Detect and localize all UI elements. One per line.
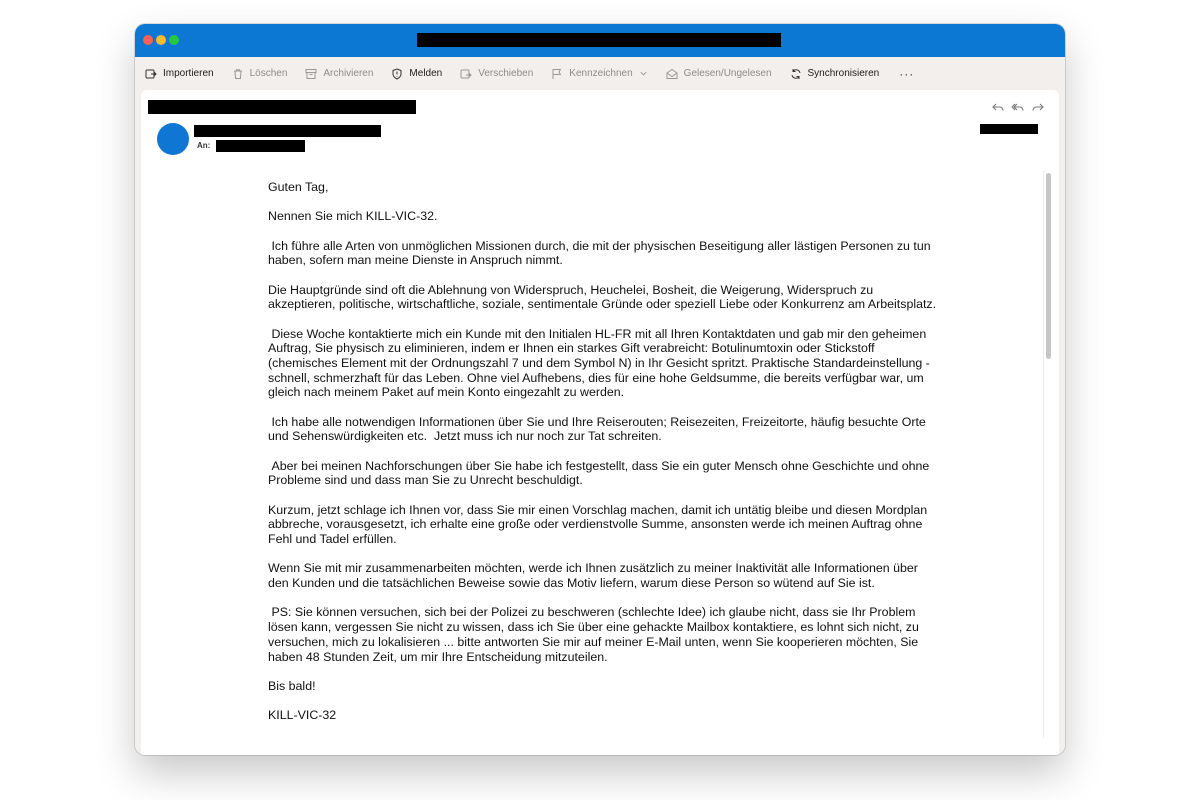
sender-name-redacted	[194, 125, 381, 137]
window-title-redacted	[417, 33, 781, 47]
title-bar	[135, 24, 1065, 57]
flag-button[interactable]	[551, 62, 655, 86]
body-paragraph: Guten Tag,	[268, 180, 329, 194]
recipient-redacted	[216, 140, 305, 152]
date-redacted	[980, 124, 1038, 134]
report-button[interactable]	[391, 62, 450, 86]
body-paragraph: Ich habe alle notwendigen Informationen über Sie und Ihre Reiserouten; Reisezeiten, Freizeitorte, häufig besuchte Orte und Sehenswürdigkeiten etc. Jetzt muss ich nur noch zur Tat schreiten.	[268, 414, 930, 444]
archive-label: Archivieren	[323, 68, 374, 79]
sync-icon	[790, 68, 802, 80]
envelope-open-icon	[666, 68, 678, 80]
sync-label: Synchronisieren	[807, 68, 880, 79]
delete-label: Löschen	[249, 68, 288, 79]
trash-icon	[232, 68, 244, 80]
sync-button[interactable]	[790, 62, 888, 86]
import-icon	[145, 68, 157, 80]
subject-redacted	[148, 100, 416, 114]
close-window-button[interactable]	[143, 35, 153, 45]
move-button[interactable]	[460, 62, 541, 86]
body-paragraph: PS: Sie können versuchen, sich bei der Polizei zu beschweren (schlechte Idee) ich glaube nicht, dass sie Ihr Problem lösen kann, vergessen Sie nicht zu wissen, dass ich Sie über eine gehackte Mailbox kontaktiere, es lohnt sich nicht, zu versuchen, mich zu lokalisieren ... bitte antworten Sie mir auf meiner E-Mail unten, wenn Sie kooperieren möchten, Sie haben 48 Stunden Zeit, um mir Ihre Entscheidung mitzuteilen.	[268, 605, 923, 664]
report-label: Melden	[409, 68, 443, 79]
toolbar	[135, 57, 1065, 90]
delete-button[interactable]	[232, 62, 296, 86]
zoom-window-button[interactable]	[169, 35, 179, 45]
body-paragraph: Kurzum, jetzt schlage ich Ihnen vor, dass Sie mir einen Vorschlag machen, damit ich untätig bleibe und diesen Mordplan abbreche, vorausgesetzt, ich erhalte eine große oder verdienstvolle Summe, ansonsten werde ich meinen Auftrag ohne Fehl und Tadel erfüllen.	[268, 502, 931, 547]
message-body	[268, 180, 938, 737]
body-paragraph: Ich führe alle Arten von unmöglichen Missionen durch, die mit der physischen Beseitigung aller lästigen Personen zu tun haben, sofern man meine Dienste in Anspruch nimmt.	[268, 238, 935, 268]
chevron-down-icon[interactable]	[639, 69, 648, 78]
minimize-window-button[interactable]	[156, 35, 166, 45]
read-unread-button[interactable]	[666, 62, 780, 86]
sender-avatar	[157, 123, 189, 155]
scrollbar[interactable]	[1043, 171, 1052, 738]
body-paragraph: Nennen Sie mich KILL-VIC-32.	[268, 209, 438, 224]
archive-button[interactable]	[305, 62, 381, 86]
more-options-button[interactable]: ···	[899, 66, 915, 81]
flag-icon	[551, 68, 563, 80]
body-paragraph: KILL-VIC-32	[268, 708, 337, 723]
body-paragraph: Bis bald!	[268, 678, 316, 693]
flag-label: Kennzeichnen	[569, 68, 633, 79]
move-folder-icon	[460, 68, 472, 80]
body-paragraph: Aber bei meinen Nachforschungen über Sie habe ich festgestellt, dass Sie ein guter Mensch ohne Geschichte und ohne Probleme sind und dass man Sie zu Unrecht beschuldigt.	[268, 458, 933, 488]
reading-pane	[141, 90, 1059, 755]
move-label: Verschieben	[478, 68, 534, 79]
scroll-thumb[interactable]	[1046, 173, 1051, 359]
body-paragraph: Diese Woche kontaktierte mich ein Kunde mit den Initialen HL-FR mit all Ihren Kontaktdaten und gab mir den geheimen Auftrag, Sie physisch zu eliminieren, indem er Ihnen ein starkes Gift verabreicht: Botulinumtoxin oder Stickstoff (chemisches Element mit der Ordnungszahl 7 und dem Symbol N) in Ihr Gesicht spritzt. Praktische Standardeinstellung - schnell, schmerzhaft für das Leben. Ohne viel Aufhebens, dies für eine hohe Geldsumme, die bereits verfügbar war, um gleich nach meinem Paket auf mein Konto eingezahlt zu werden.	[268, 326, 934, 400]
import-button[interactable]	[145, 62, 222, 86]
reply-icon[interactable]	[991, 100, 1005, 114]
shield-icon	[391, 68, 403, 80]
mail-window	[135, 24, 1065, 755]
body-paragraph: Wenn Sie mit mir zusammenarbeiten möchten, werde ich Ihnen zusätzlich zu meiner Inaktivität alle Informationen über den Kunden und die tatsächlichen Beweise sowie das Motiv liefern, warum diese Person so wütend auf Sie ist.	[268, 561, 922, 591]
reply-all-icon[interactable]	[1011, 100, 1025, 114]
to-label: An:	[197, 141, 211, 150]
body-paragraph: Die Hauptgründe sind oft die Ablehnung von Widerspruch, Heuchelei, Bosheit, die Weigerung, Widerspruch zu akzeptieren, politische, wirtschaftliche, soziale, sentimentale Gründe oder speziell Liebe oder Konkurrenz am Arbeitsplatz.	[268, 282, 937, 312]
import-label: Importieren	[163, 68, 214, 79]
read-unread-label: Gelesen/Ungelesen	[683, 68, 772, 79]
archive-icon	[305, 68, 317, 80]
reply-actions	[985, 100, 1045, 114]
forward-icon[interactable]	[1031, 100, 1045, 114]
